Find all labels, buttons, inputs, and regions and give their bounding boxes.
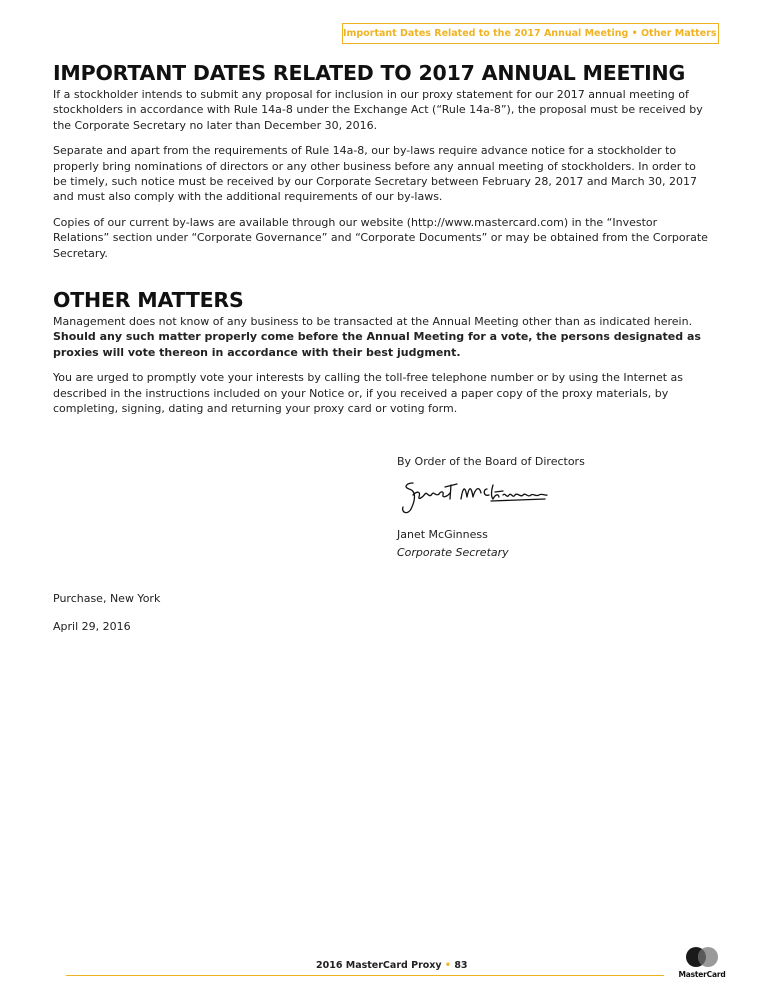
page-number: 83 (454, 960, 468, 971)
footer-doc-title: 2016 MasterCard Proxy (316, 960, 442, 971)
paragraph-other-matters-intro (53, 314, 713, 360)
mastercard-logo (676, 946, 728, 986)
footer-divider (66, 975, 664, 976)
handwritten-signature (395, 477, 550, 517)
heading-other-matters: OTHER MATTERS (53, 288, 244, 313)
by-order-line: By Order of the Board of Directors (397, 455, 585, 468)
section-header-tab: Important Dates Related to the 2017 Annual Meeting • Other Matters (342, 23, 719, 44)
paragraph-proposal-deadline: If a stockholder intends to submit any proposal for inclusion in our proxy statement for our 2017 annual meeting of stockholders in accordance with Rule 14a-8 under the Exchange Act (“Rule 14a-8”), the proposal must be received by the Corporate Secretary no later than December 30, 2016. (53, 88, 703, 132)
signatory-name: Janet McGinness (397, 528, 488, 541)
other-matters-intro-text: Management does not know of any business to be transacted at the Annual Meeting other than as indicated herein. (53, 315, 693, 329)
mastercard-circles-icon (685, 946, 719, 968)
footer-separator: • (444, 960, 451, 971)
paragraph-bylaws-copies: Copies of our current by-laws are available through our website (http://www.mastercard.com) in the “Investor Relations” section under “Corporate Governance” and “Corporate Documents” or may be obtained from the Corporate Secretary. (53, 215, 708, 260)
location-place: Purchase, New York (53, 592, 161, 605)
main-content (53, 60, 713, 417)
signature-block (397, 454, 697, 560)
other-matters-bold-statement: Should any such matter properly come before the Annual Meeting for a vote, the persons designated as proxies will vote thereon in accordance with their best judgment. (53, 330, 701, 359)
paragraph-voting-instructions: You are urged to promptly vote your interests by calling the toll-free telephone number or by using the Internet as described in the instructions included on your Notice or, if you received a paper copy of the proxy materials, by completing, signing, dating and returning your proxy card or voting form. (53, 371, 684, 416)
heading-important-dates: IMPORTANT DATES RELATED TO 2017 ANNUAL MEETING (53, 61, 686, 85)
logo-wordmark: MasterCard (678, 970, 726, 979)
location-date: April 29, 2016 (53, 620, 131, 633)
paragraph-advance-notice: Separate and apart from the requirements of Rule 14a-8, our by-laws require advance notice for a stockholder to properly bring nominations of directors or any other business before any annual meeting of stockholders. In order to be timely, such notice must be received by our Corporate Secretary between February 28, 2017 and March 30, 2017 and must also comply with the additional requirements of our by-laws. (53, 144, 698, 204)
signatory-title: Corporate Secretary (397, 546, 509, 559)
page-footer (316, 960, 468, 971)
